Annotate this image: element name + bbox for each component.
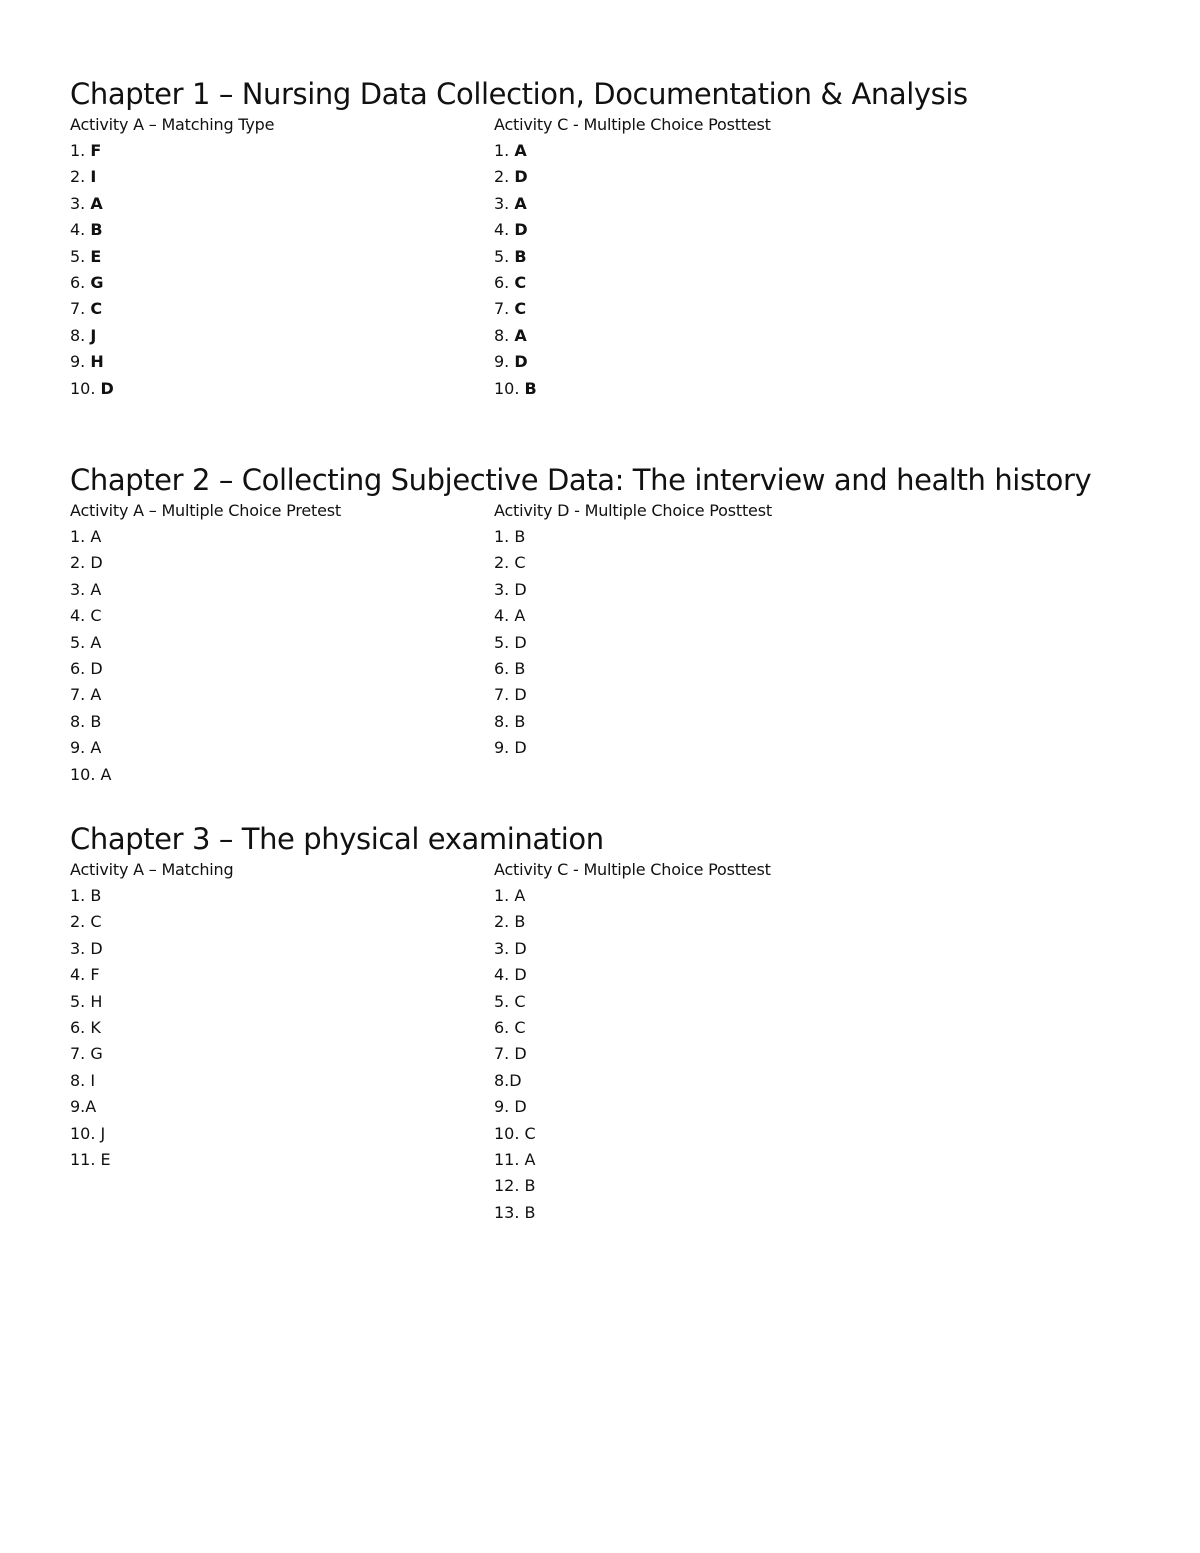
activity-column-right: [494, 112, 914, 402]
answer-letter: A: [514, 886, 526, 905]
answer-letter: C: [514, 553, 526, 573]
answer-item: [494, 1121, 914, 1147]
answer-item: [494, 883, 914, 909]
answer-item: [494, 217, 914, 243]
answer-item: [70, 1041, 490, 1067]
answer-item: [494, 349, 914, 375]
answer-item: [70, 962, 490, 988]
answer-letter: J: [90, 325, 97, 345]
answer-letter: C: [514, 991, 526, 1011]
question-number: 7.: [70, 1044, 86, 1064]
answer-item: [494, 138, 914, 164]
question-number: 5.: [494, 246, 510, 266]
question-number: 5.: [70, 632, 86, 652]
question-number: 8.: [70, 711, 86, 731]
answer-item: [494, 962, 914, 988]
question-number: 1.: [494, 886, 510, 905]
activity-column-left: [70, 498, 490, 788]
question-number: 1.: [70, 141, 86, 160]
question-number: 4.: [494, 220, 510, 240]
answer-item: [70, 989, 490, 1015]
answer-letter: C: [524, 1123, 536, 1143]
question-number: 9.: [494, 1097, 510, 1117]
chapter-title: Chapter 2 – Collecting Subjective Data: The interview and health history: [70, 463, 1092, 497]
answer-item: [494, 376, 914, 402]
answer-letter: C: [514, 272, 527, 292]
question-number: 10.: [70, 764, 96, 784]
answer-item: [494, 735, 914, 761]
answer-letter: C: [514, 299, 527, 319]
answer-letter: D: [514, 685, 527, 705]
answer-letter: D: [509, 1070, 522, 1090]
activity-heading: Activity C - Multiple Choice Posttest: [494, 860, 771, 879]
question-number: 7.: [494, 299, 510, 319]
answer-item: [494, 191, 914, 217]
answer-item: [70, 1094, 490, 1120]
activity-heading: Activity D - Multiple Choice Posttest: [494, 501, 772, 520]
answer-item: [70, 909, 490, 935]
question-number: 7.: [494, 1044, 510, 1064]
question-number: 1.: [70, 886, 86, 905]
question-number: 4.: [70, 220, 86, 240]
question-number: 10.: [70, 378, 96, 398]
answer-letter: D: [90, 658, 103, 678]
answer-list: [70, 524, 490, 788]
answer-letter: A: [90, 527, 102, 546]
answer-letter: B: [90, 220, 103, 240]
answer-letter: A: [90, 685, 102, 705]
answer-item: [70, 709, 490, 735]
answer-letter: G: [90, 1044, 103, 1064]
answer-letter: G: [90, 272, 104, 292]
answer-item: [70, 577, 490, 603]
answer-item: [494, 603, 914, 629]
question-number: 13.: [494, 1202, 520, 1222]
answer-item: [494, 323, 914, 349]
question-number: 9.: [70, 352, 86, 372]
question-number: 6.: [494, 272, 510, 292]
answer-letter: B: [524, 1202, 536, 1222]
answer-letter: D: [514, 1044, 527, 1064]
activity-heading: Activity A – Matching Type: [70, 115, 275, 134]
question-number: 2.: [70, 912, 86, 932]
answer-letter: D: [514, 965, 527, 985]
answer-item: [494, 656, 914, 682]
answer-letter: A: [90, 193, 103, 213]
answer-list: [494, 138, 914, 402]
chapter-3-section: [70, 821, 1150, 1257]
answer-letter: D: [514, 352, 528, 372]
answer-item: [70, 296, 490, 322]
question-number: 4.: [70, 965, 86, 985]
answer-letter: C: [90, 606, 102, 626]
answer-letter: F: [90, 965, 100, 985]
activity-column-left: [70, 112, 490, 402]
question-number: 2.: [494, 167, 510, 187]
question-number: 3.: [494, 193, 510, 213]
answer-list: [494, 883, 914, 1226]
answer-item: [70, 603, 490, 629]
answer-item: [494, 709, 914, 735]
question-number: 2.: [494, 912, 510, 932]
answer-item: [70, 1147, 490, 1173]
answer-letter: A: [514, 606, 526, 626]
question-number: 8.: [70, 325, 86, 345]
question-number: 6.: [494, 658, 510, 678]
question-number: 5.: [70, 246, 86, 266]
chapter-title: Chapter 3 – The physical examination: [70, 822, 604, 856]
activity-column-left: [70, 857, 490, 1173]
answer-letter: A: [90, 738, 102, 758]
question-number: 2.: [494, 553, 510, 573]
answer-letter: D: [514, 220, 528, 240]
answer-item: [70, 936, 490, 962]
question-number: 7.: [494, 685, 510, 705]
answer-item: [70, 883, 490, 909]
chapter-title: Chapter 1 – Nursing Data Collection, Documentation & Analysis: [70, 77, 968, 111]
answer-item: [70, 1121, 490, 1147]
question-number: 10.: [494, 1123, 520, 1143]
answer-item: [494, 1200, 914, 1226]
chapter-columns: [70, 112, 1150, 512]
question-number: 4.: [494, 606, 510, 626]
answer-letter: E: [100, 1149, 111, 1169]
question-number: 10.: [494, 378, 520, 398]
answer-item: [70, 349, 490, 375]
answer-item: [494, 1173, 914, 1199]
question-number: 1.: [494, 141, 510, 160]
question-number: 2.: [70, 167, 86, 187]
answer-letter: B: [514, 711, 526, 731]
chapter-1-section: [70, 76, 1150, 512]
answer-letter: D: [514, 938, 527, 958]
answer-letter: B: [90, 711, 102, 731]
answer-letter: H: [90, 991, 103, 1011]
question-number: 5.: [70, 991, 86, 1011]
question-number: 5.: [494, 632, 510, 652]
answer-letter: H: [90, 352, 104, 372]
answer-letter: B: [514, 658, 526, 678]
question-number: 6.: [70, 1017, 86, 1037]
answer-item: [494, 244, 914, 270]
answer-letter: D: [514, 632, 527, 652]
answer-letter: D: [90, 553, 103, 573]
answer-letter: B: [90, 886, 102, 905]
answer-item: [494, 909, 914, 935]
answer-letter: K: [90, 1017, 101, 1037]
answer-item: [494, 1147, 914, 1173]
answer-letter: C: [90, 299, 103, 319]
answer-item: [70, 191, 490, 217]
answer-letter: D: [514, 579, 527, 599]
activity-heading: Activity A – Matching: [70, 860, 234, 879]
answer-letter: D: [100, 378, 114, 398]
answer-letter: B: [514, 912, 526, 932]
question-number: 9.: [494, 352, 510, 372]
answer-item: [70, 762, 490, 788]
question-number: 2.: [70, 553, 86, 573]
question-number: 10.: [70, 1123, 96, 1143]
answer-letter: C: [514, 1017, 526, 1037]
question-number: 1.: [494, 527, 510, 546]
answer-item: [494, 1041, 914, 1067]
answer-letter: D: [514, 1097, 527, 1117]
answer-item: [70, 270, 490, 296]
answer-item: [70, 630, 490, 656]
question-number: 7.: [70, 685, 86, 705]
answer-letter: A: [100, 764, 112, 784]
answer-item: [494, 989, 914, 1015]
answer-item: [70, 138, 490, 164]
answer-item: [494, 164, 914, 190]
answer-letter: A: [524, 1149, 536, 1169]
activity-heading: Activity A – Multiple Choice Pretest: [70, 501, 341, 520]
answer-item: [70, 164, 490, 190]
answer-item: [70, 550, 490, 576]
answer-item: [494, 630, 914, 656]
answer-item: [70, 735, 490, 761]
answer-item: [494, 936, 914, 962]
answer-item: [70, 217, 490, 243]
answer-item: [70, 682, 490, 708]
answer-letter: A: [90, 579, 102, 599]
question-number: 5.: [494, 991, 510, 1011]
question-number: 3.: [70, 579, 86, 599]
question-number: 11.: [494, 1149, 520, 1169]
question-number: 8.: [494, 325, 510, 345]
activity-column-right: [494, 857, 914, 1226]
answer-letter: I: [90, 167, 97, 187]
answer-item: [494, 1068, 914, 1094]
question-number: 12.: [494, 1176, 520, 1196]
answer-item: [494, 1015, 914, 1041]
answer-letter: A: [514, 325, 527, 345]
question-number: 3.: [70, 193, 86, 213]
answer-letter: A: [85, 1097, 97, 1117]
question-number: 1.: [70, 527, 86, 546]
answer-item: [70, 656, 490, 682]
answer-item: [70, 524, 490, 550]
answer-item: [494, 296, 914, 322]
answer-letter: D: [90, 938, 103, 958]
answer-item: [494, 577, 914, 603]
question-number: 9.: [70, 1097, 86, 1117]
answer-letter: A: [514, 193, 527, 213]
answer-letter: E: [90, 246, 102, 266]
answer-letter: A: [90, 632, 102, 652]
answer-list: [494, 524, 914, 762]
answer-list: [70, 138, 490, 402]
answer-item: [494, 524, 914, 550]
answer-item: [494, 270, 914, 296]
answer-letter: B: [514, 246, 527, 266]
question-number: 4.: [70, 606, 86, 626]
answer-letter: D: [514, 167, 528, 187]
question-number: 8.: [494, 711, 510, 731]
chapter-columns: [70, 857, 1150, 1257]
question-number: 6.: [70, 658, 86, 678]
question-number: 9.: [70, 738, 86, 758]
question-number: 3.: [494, 938, 510, 958]
answer-item: [70, 1068, 490, 1094]
question-number: 9.: [494, 738, 510, 758]
answer-item: [70, 376, 490, 402]
answer-letter: B: [524, 1176, 536, 1196]
question-number: 3.: [70, 938, 86, 958]
answer-item: [494, 682, 914, 708]
question-number: 8.: [70, 1070, 86, 1090]
answer-list: [70, 883, 490, 1173]
question-number: 3.: [494, 579, 510, 599]
activity-heading: Activity C - Multiple Choice Posttest: [494, 115, 771, 134]
activity-column-right: [494, 498, 914, 762]
question-number: 7.: [70, 299, 86, 319]
answer-letter: B: [514, 527, 526, 546]
answer-item: [494, 550, 914, 576]
answer-letter: J: [100, 1123, 106, 1143]
answer-letter: A: [514, 141, 527, 160]
answer-item: [494, 1094, 914, 1120]
answer-item: [70, 244, 490, 270]
answer-letter: B: [524, 378, 537, 398]
answer-letter: D: [514, 738, 527, 758]
answer-letter: I: [90, 1070, 96, 1090]
question-number: 6.: [70, 272, 86, 292]
answer-letter: F: [90, 141, 102, 160]
question-number: 4.: [494, 965, 510, 985]
question-number: 8.: [494, 1070, 510, 1090]
question-number: 11.: [70, 1149, 96, 1169]
answer-letter: C: [90, 912, 102, 932]
answer-item: [70, 323, 490, 349]
question-number: 6.: [494, 1017, 510, 1037]
answer-item: [70, 1015, 490, 1041]
